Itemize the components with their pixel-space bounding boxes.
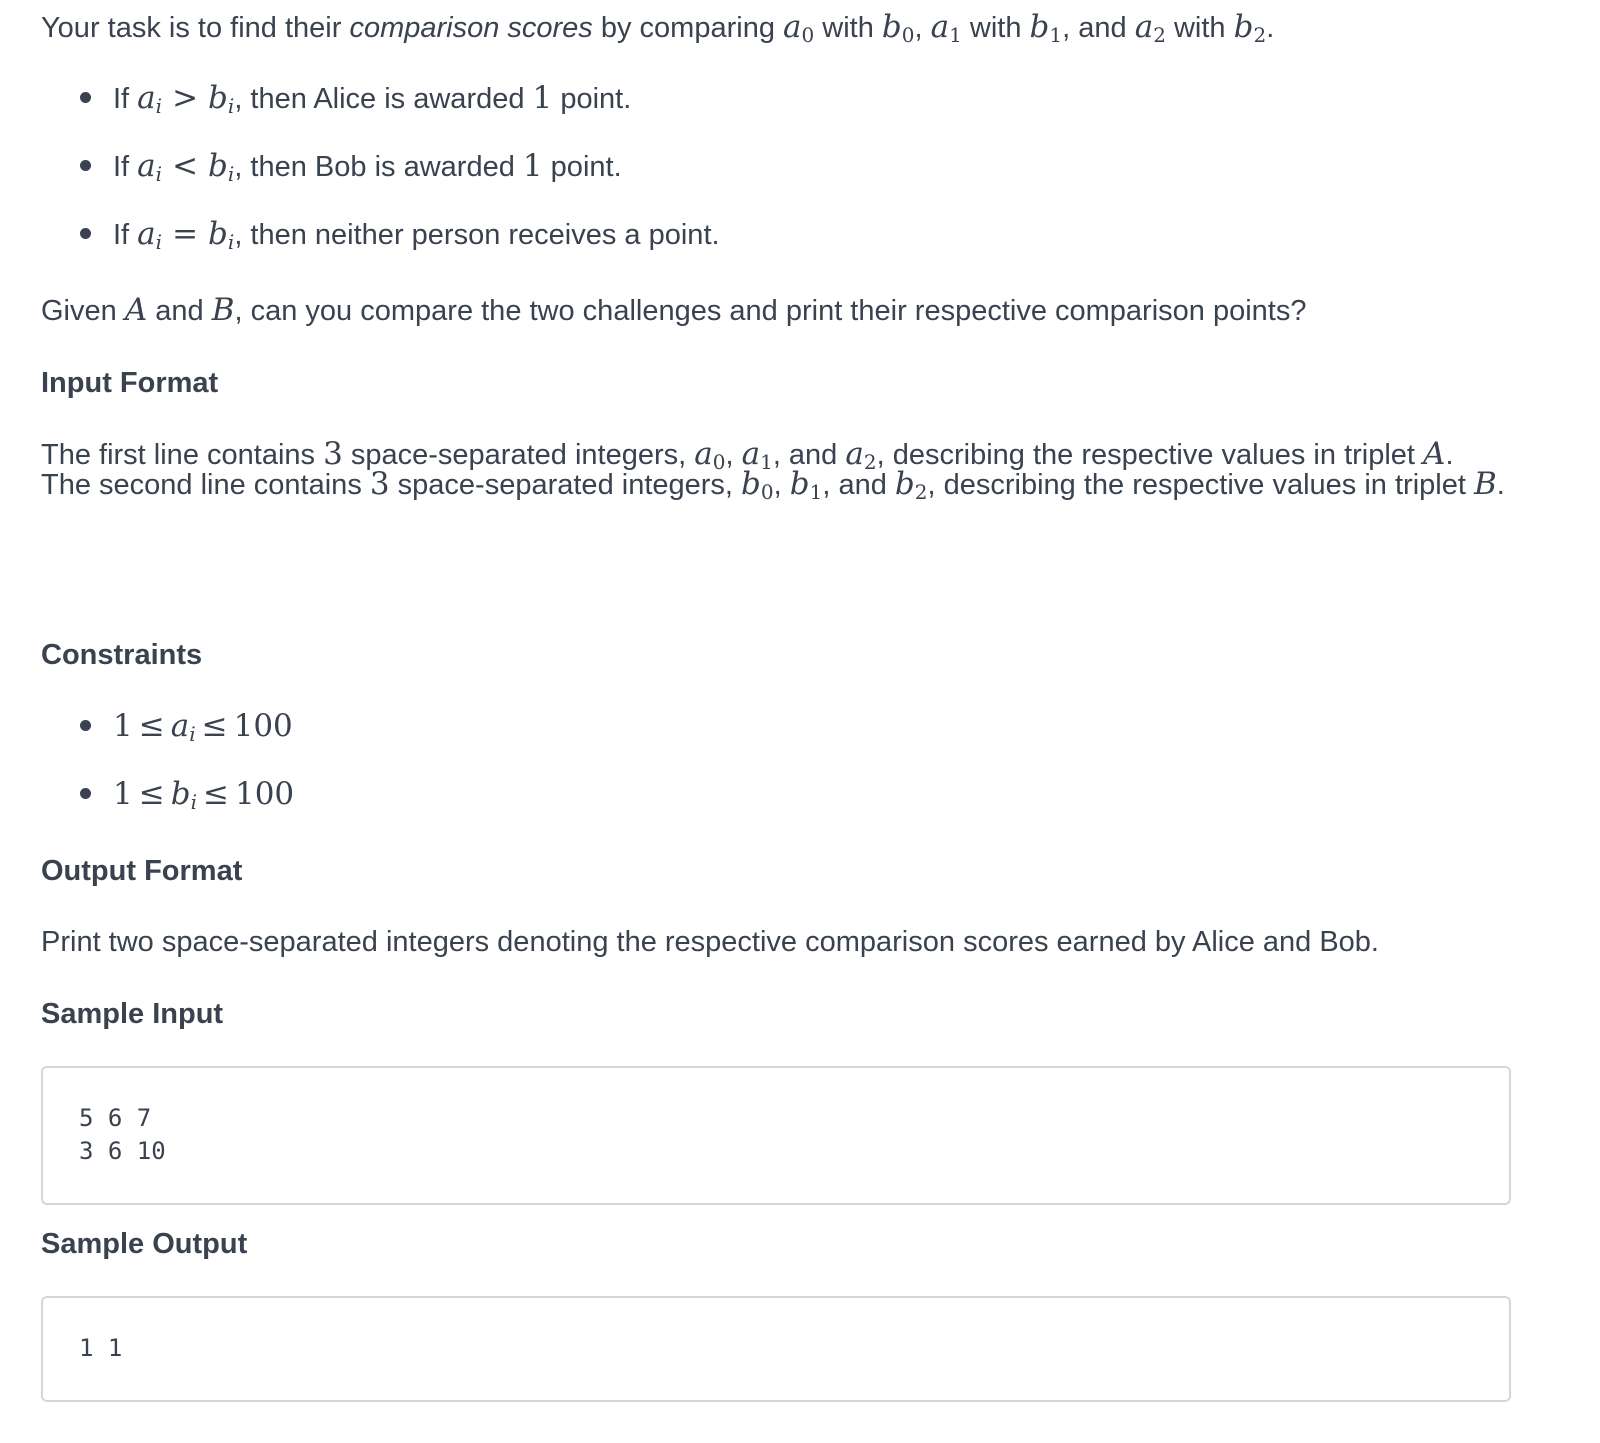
bullet-icon <box>80 92 91 103</box>
rule-alice: If $a_i > b_i$, then Alice is awarded 1 point. <box>80 83 631 114</box>
input-format-text: The first line contains 3 space-separated integers, $a_0$, $a_1$, and $a_2$, describing the respective values in triplet A. The second line contains 3 space-separated integers, $b_0$, $b_1$, and $b_2$, describing the respective values in triplet B. <box>41 436 1505 504</box>
constraint-b: $1 \le b_i \le 100$ <box>80 779 294 810</box>
rule-neither: If $a_i = b_i$, then neither person receives a point. <box>80 219 720 250</box>
math-a1: $a_1$ <box>930 9 962 47</box>
sample-input-code: 5 6 7 3 6 10 <box>79 1104 166 1165</box>
sample-output-code: 1 1 <box>79 1334 123 1362</box>
sample-output-heading: Sample Output <box>41 1228 248 1260</box>
math-a0: $a_0$ <box>783 9 815 47</box>
emphasis-comparison-scores: comparison scores <box>349 12 593 44</box>
question-text: Given A and B, can you compare the two challenges and print their respective comparison points? <box>41 292 1307 328</box>
bullet-icon <box>80 720 91 731</box>
sample-output-box[interactable] <box>41 1296 1511 1402</box>
sample-input-heading: Sample Input <box>41 998 224 1030</box>
constraint-a: $1 \le a_i \le 100$ <box>80 711 293 742</box>
task-description: Your task is to find their comparison scores by comparing $a_0$ with $b_0$, $a_1$ with $b_1$, and $a_2$ with $b_2$. <box>41 9 1275 47</box>
math-a2: $a_2$ <box>1134 9 1166 47</box>
constraints-heading: Constraints <box>41 639 203 671</box>
input-format-heading: Input Format <box>41 367 219 399</box>
math-b2: $b_2$ <box>1233 9 1267 47</box>
rule-bob: If $a_i < b_i$, then Bob is awarded 1 point. <box>80 151 622 182</box>
math-b1: $b_1$ <box>1029 9 1063 47</box>
bullet-icon <box>80 160 91 171</box>
bullet-icon <box>80 228 91 239</box>
output-format-text: Print two space-separated integers denoting the respective comparison scores earned by Alice and Bob. <box>41 926 1379 958</box>
math-b0: $b_0$ <box>881 9 915 47</box>
bullet-icon <box>80 788 91 799</box>
output-format-heading: Output Format <box>41 855 243 887</box>
sample-input-box[interactable] <box>41 1066 1511 1205</box>
